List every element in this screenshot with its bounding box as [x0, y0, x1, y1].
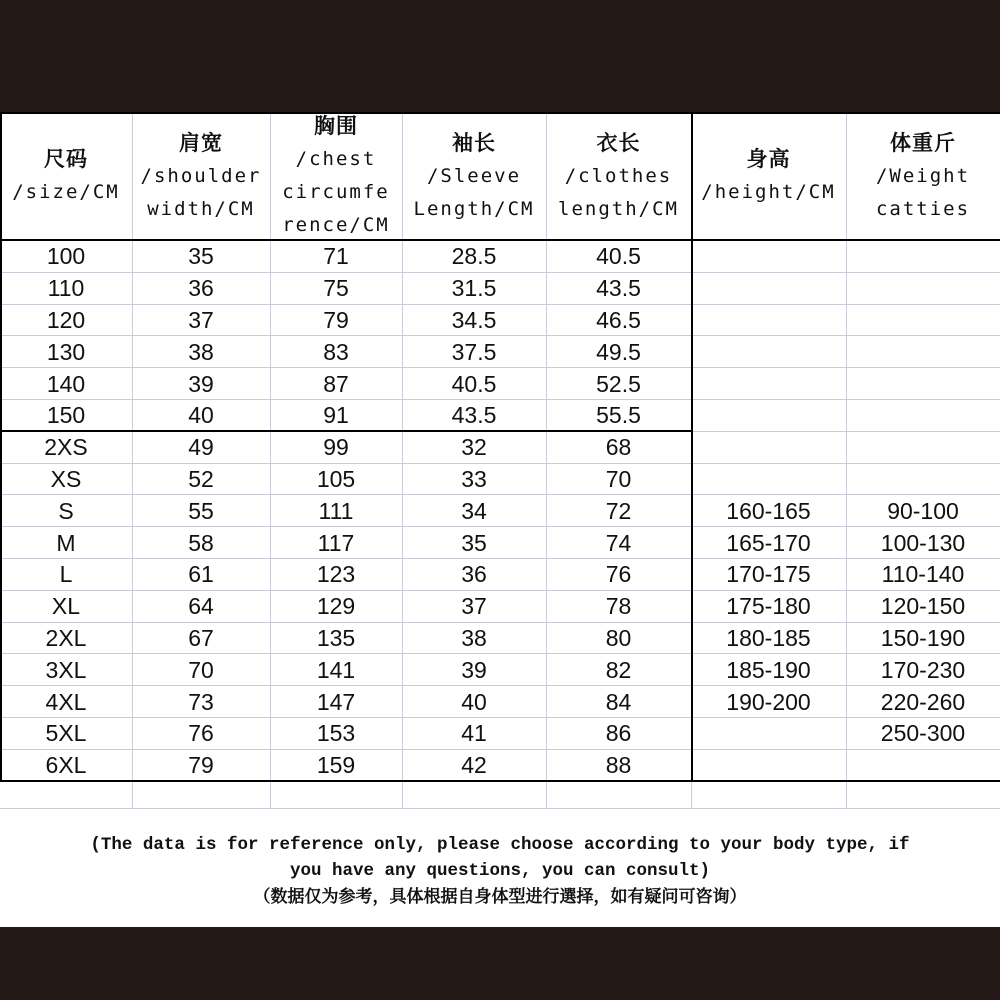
- table-cell: 70: [188, 656, 214, 683]
- table-cell: 36: [188, 275, 214, 302]
- table-cell: [691, 305, 846, 337]
- header-label-zh: 肩宽: [179, 130, 223, 155]
- header-label-en: width/CM: [147, 197, 255, 220]
- table-cell: 175-180: [726, 593, 811, 620]
- header-label-zh: 尺码: [44, 147, 88, 171]
- header-label-en: catties: [875, 197, 971, 220]
- table-cell: 141: [316, 656, 356, 683]
- table-cell: 88: [605, 752, 632, 779]
- size-cell: 120: [46, 306, 86, 333]
- table-cell: 120-150: [880, 593, 966, 620]
- column-header: [846, 112, 1000, 240]
- table-cell: 37.5: [451, 338, 497, 365]
- table-cell: 90-100: [887, 497, 959, 524]
- table-cell: 117: [317, 529, 355, 556]
- table-cell: 58: [188, 529, 214, 556]
- table-cell: 71: [323, 243, 349, 270]
- header-label-zh: 体重斤: [890, 130, 956, 155]
- table-cell: 35: [188, 243, 214, 270]
- size-cell: 3XL: [45, 656, 87, 683]
- row-gridline: [0, 808, 1000, 809]
- table-cell: [846, 750, 1000, 782]
- table-cell: 86: [605, 720, 632, 747]
- table-cell: 34.5: [451, 306, 497, 333]
- table-cell: 33: [461, 465, 487, 492]
- column-header: [132, 112, 270, 240]
- size-cell: 5XL: [45, 720, 87, 747]
- header-label-en: /chest: [295, 148, 377, 170]
- size-cell: 2XS: [44, 434, 88, 461]
- table-cell: [691, 464, 846, 496]
- table-cell: 55.5: [596, 402, 641, 429]
- table-cell: [691, 718, 846, 750]
- table-cell: 79: [188, 752, 214, 779]
- column-header: [691, 112, 846, 240]
- table-cell: 72: [605, 497, 632, 524]
- table-cell: 38: [461, 624, 487, 651]
- header-label-zh: 袖长: [452, 130, 496, 155]
- size-cell: 130: [46, 338, 86, 365]
- table-cell: 129: [316, 593, 356, 620]
- table-cell: 39: [461, 656, 487, 683]
- table-cell: [691, 750, 846, 782]
- table-cell: 49: [188, 434, 214, 461]
- table-cell: 185-190: [726, 656, 811, 683]
- table-cell: [846, 368, 1000, 400]
- table-cell: 52.5: [596, 370, 641, 397]
- table-cell: [691, 368, 846, 400]
- size-cell: 150: [46, 402, 86, 429]
- table-cell: 170-175: [726, 561, 811, 588]
- size-cell: 110: [47, 275, 85, 302]
- table-cell: 79: [323, 306, 349, 333]
- table-cell: 76: [188, 720, 214, 747]
- table-cell: 180-185: [726, 624, 811, 651]
- table-cell: 55: [188, 497, 214, 524]
- size-cell: 100: [46, 243, 86, 270]
- header-label-en: rence/CM: [282, 214, 390, 236]
- table-cell: 32: [461, 434, 487, 461]
- table-cell: 91: [323, 402, 349, 429]
- table-cell: [846, 305, 1000, 337]
- table-cell: 73: [188, 688, 214, 715]
- size-chart: [0, 112, 1000, 927]
- table-cell: [846, 464, 1000, 496]
- table-cell: 135: [316, 624, 356, 651]
- table-cell: 160-165: [726, 497, 811, 524]
- table-cell: 153: [316, 720, 356, 747]
- table-cell: 150-190: [880, 624, 966, 651]
- table-cell: 165-170: [726, 529, 811, 556]
- table-cell: 70: [605, 465, 632, 492]
- disclaimer-note: [0, 832, 1000, 910]
- note-line-1: (The data is for reference only, please choose according to your body type, if: [90, 835, 910, 855]
- table-cell: 40: [188, 402, 214, 429]
- table-cell: [691, 241, 846, 273]
- table-cell: 43.5: [596, 275, 641, 302]
- note-line-2: you have any questions, you can consult): [289, 861, 711, 881]
- table-cell: 220-260: [880, 688, 966, 715]
- header-label-en: /height/CM: [701, 181, 836, 203]
- table-cell: [846, 241, 1000, 273]
- table-cell: 43.5: [451, 402, 497, 429]
- table-cell: 40.5: [596, 243, 641, 270]
- column-header: [546, 112, 691, 240]
- table-cell: 34: [461, 497, 487, 524]
- size-cell: L: [59, 561, 73, 588]
- table-cell: 31.5: [451, 275, 497, 302]
- table-cell: 76: [605, 561, 632, 588]
- table-cell: 38: [188, 338, 214, 365]
- size-cell: S: [58, 497, 74, 524]
- table-cell: 41: [461, 720, 487, 747]
- table-cell: 39: [188, 370, 214, 397]
- size-cell: 2XL: [45, 624, 87, 651]
- table-cell: 68: [605, 434, 632, 461]
- table-cell: 159: [316, 752, 356, 779]
- table-cell: 110-140: [881, 561, 965, 588]
- table-cell: [691, 432, 846, 464]
- table-cell: 105: [316, 465, 356, 492]
- table-cell: 100-130: [880, 529, 966, 556]
- table-cell: 67: [188, 624, 214, 651]
- header-label-en: length/CM: [558, 197, 679, 220]
- size-cell: M: [56, 529, 76, 556]
- table-cell: 64: [188, 593, 214, 620]
- header-label-zh: 胸围: [314, 114, 358, 138]
- table-cell: 52: [188, 465, 214, 492]
- column-header: [402, 112, 546, 240]
- table-cell: 40.5: [451, 370, 497, 397]
- table-cell: 190-200: [726, 688, 811, 715]
- table-cell: 111: [318, 497, 354, 524]
- header-label-en: /shoulder: [140, 164, 262, 187]
- table-cell: 75: [323, 275, 349, 302]
- table-cell: 250-300: [880, 720, 966, 747]
- table-cell: 80: [605, 624, 632, 651]
- table-cell: 170-230: [880, 656, 966, 683]
- size-cell: XL: [51, 593, 81, 620]
- table-cell: [846, 273, 1000, 305]
- table-cell: 35: [461, 529, 487, 556]
- size-cell: 4XL: [45, 688, 87, 715]
- table-cell: 28.5: [451, 243, 497, 270]
- table-cell: 36: [461, 561, 487, 588]
- table-cell: 42: [461, 752, 487, 779]
- column-header: [270, 112, 402, 240]
- size-cell: XS: [50, 465, 82, 492]
- table-cell: 61: [188, 561, 214, 588]
- note-line-3: （数据仅为参考，具体根据自身体型进行選择，如有疑问可咨询）: [253, 887, 747, 907]
- size-cell: 140: [46, 370, 86, 397]
- header-label-en: /clothes: [564, 164, 673, 187]
- header-label-zh: 衣长: [596, 130, 641, 155]
- table-cell: [691, 336, 846, 368]
- table-cell: 147: [316, 688, 356, 715]
- table-cell: [691, 400, 846, 432]
- table-cell: [846, 400, 1000, 432]
- header-label-en: circumfe: [282, 181, 390, 203]
- table-cell: 84: [605, 688, 632, 715]
- table-cell: 37: [188, 306, 214, 333]
- header-label-en: /Weight: [875, 164, 971, 187]
- table-cell: [691, 273, 846, 305]
- header-label-en: /size/CM: [12, 181, 120, 203]
- header-label-en: Length/CM: [413, 197, 535, 220]
- header-label-zh: 身高: [746, 147, 791, 171]
- size-cell: 6XL: [45, 752, 87, 779]
- table-cell: 46.5: [596, 306, 641, 333]
- table-cell: 49.5: [596, 338, 641, 365]
- table-cell: 82: [605, 656, 632, 683]
- table-cell: [846, 432, 1000, 464]
- table-cell: 99: [323, 434, 349, 461]
- header-label-en: /Sleeve: [426, 164, 522, 187]
- column-header: [0, 112, 132, 240]
- table-cell: [846, 336, 1000, 368]
- table-cell: 40: [461, 688, 487, 715]
- table-cell: 37: [461, 593, 487, 620]
- table-cell: 83: [323, 338, 349, 365]
- table-cell: 87: [323, 370, 349, 397]
- table-cell: 74: [605, 529, 632, 556]
- table-cell: 123: [316, 561, 356, 588]
- table-cell: 78: [605, 593, 632, 620]
